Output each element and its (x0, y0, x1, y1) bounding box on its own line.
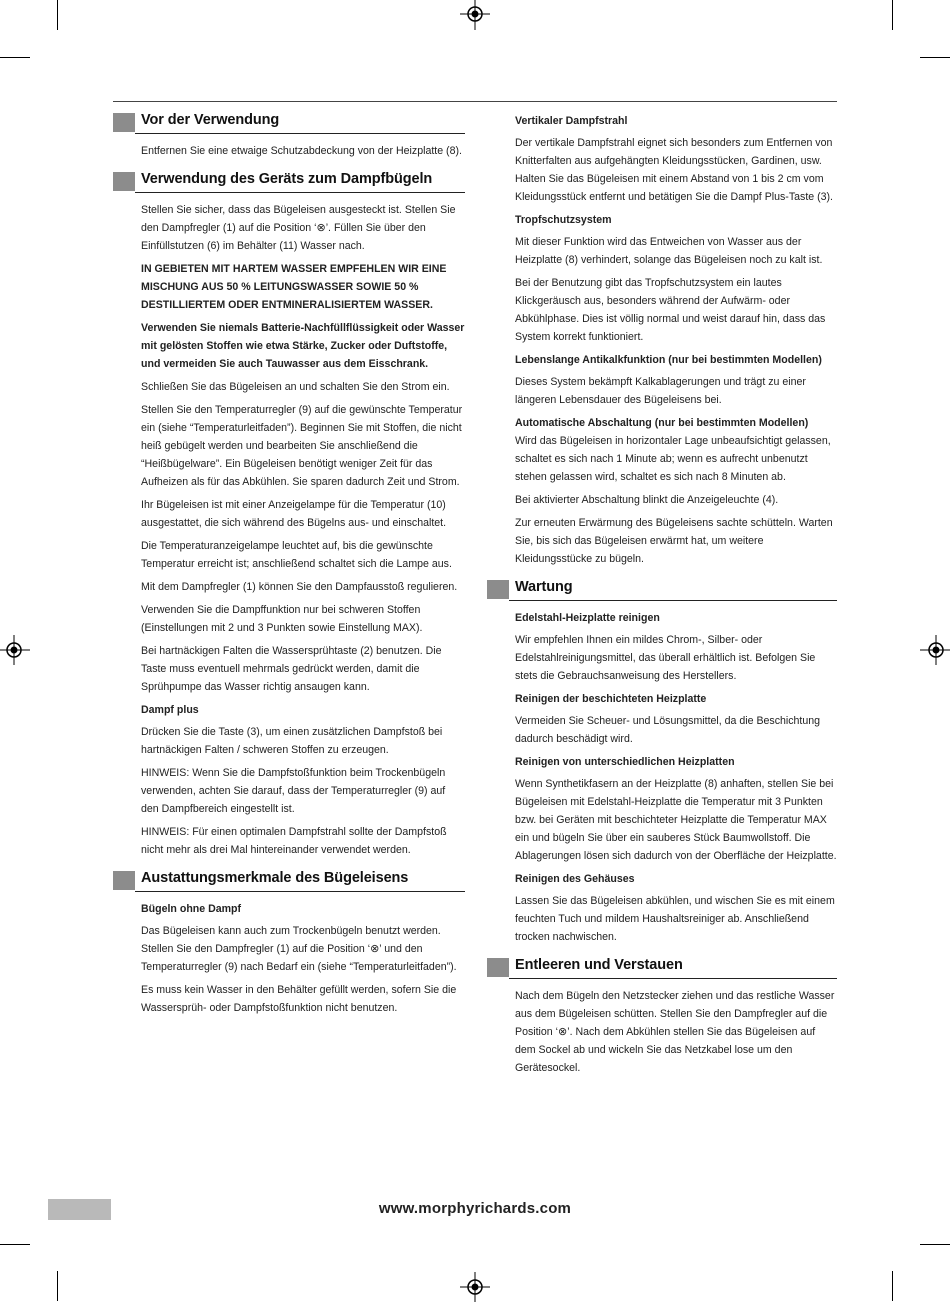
subheading: Lebenslange Antikalkfunktion (nur bei bestimmten Modellen) (515, 354, 822, 366)
paragraph: Entfernen Sie eine etwaige Schutzabdeckung von der Heizplatte (8). (141, 145, 462, 157)
paragraph-warning: IN GEBIETEN MIT HARTEM WASSER EMPFEHLEN WIR EINE MISCHUNG AUS 50 % LEITUNGSWASSER SOWIE 50 % DESTILLIERTEM ODER ENTMINERALISIERTEM WASSER. (141, 263, 447, 311)
paragraph: Zur erneuten Erwärmung des Bügeleisens sachte schütteln. Warten Sie, bis sich das Bügeleisen erwärmt hat, um weitere Kleidungsstücke zu bügeln. (515, 517, 833, 565)
paragraph: Ihr Bügeleisen ist mit einer Anzeigelampe für die Temperatur (10) ausgestattet, die sich während des Bügelns aus- und einschaltet. (141, 499, 447, 529)
registration-mark-icon (460, 0, 490, 30)
subheading: Reinigen des Gehäuses (515, 873, 635, 885)
section-title: Vor der Verwendung (141, 112, 280, 128)
subheading: Tropfschutzsystem (515, 214, 612, 226)
paragraph: Die Temperaturanzeigelampe leuchtet auf, bis die gewünschte Temperatur erreicht ist; anschließend schaltet sich die Lampe aus. (141, 540, 452, 570)
crop-mark (0, 1244, 30, 1245)
crop-mark (57, 1271, 58, 1301)
text-part: Das Bügeleisen kann auch zum Trockenbügeln benutzt werden. Stellen Sie den Dampfregler (1) auf die Position ‘ (141, 925, 441, 955)
section-title: Entleeren und Verstauen (515, 957, 683, 973)
paragraph: Verwenden Sie die Dampffunktion nur bei schweren Stoffen (Einstellungen mit 2 und 3 Punkten sowie Einstellung MAX). (141, 604, 423, 634)
paragraph (141, 922, 465, 976)
paragraph: Dieses System bekämpft Kalkablagerungen und trägt zu einer längeren Lebensdauer des Bügeleisens bei. (515, 376, 806, 406)
text-part: ’ und den Temperaturregler (9) nach Bedarf ein (siehe “Temperaturleitfaden”). (141, 943, 457, 973)
no-steam-icon: ⊗ (370, 943, 380, 955)
section-title: Verwendung des Geräts zum Dampfbügeln (141, 171, 433, 187)
registration-mark-icon (0, 635, 30, 665)
no-steam-icon: ⊗ (316, 222, 326, 234)
paragraph: Mit dem Dampfregler (1) können Sie den Dampfausstoß regulieren. (141, 581, 458, 593)
section-rule (135, 192, 465, 194)
crop-mark (892, 0, 893, 30)
registration-mark-icon (460, 1272, 490, 1302)
section-header (487, 957, 837, 979)
section-marker (113, 113, 135, 132)
section-rule (135, 133, 465, 135)
subheading: Edelstahl-Heizplatte reinigen (515, 612, 660, 624)
crop-mark (920, 57, 950, 58)
paragraph: HINWEIS: Für einen optimalen Dampfstrahl sollte der Dampfstoß nicht mehr als drei Mal hintereinander verwendet werden. (141, 826, 447, 856)
paragraph (141, 201, 465, 255)
text-part: ’. Nach dem Abkühlen stellen Sie das Bügeleisen auf dem Sockel ab und wickeln Sie das Netzkabel lose um den Gerätesockel. (515, 1026, 816, 1074)
subheading: Reinigen von unterschiedlichen Heizplatten (515, 756, 735, 768)
section-rule (135, 891, 465, 893)
paragraph: Es muss kein Wasser in den Behälter gefüllt werden, sofern Sie die Wassersprüh- oder Dampfstoßfunktion nicht benutzen. (141, 984, 457, 1014)
crop-mark (892, 1271, 893, 1301)
text-part: Nach dem Bügeln den Netzstecker ziehen und das restliche Wasser aus dem Bügeleisen schütten. Stellen Sie den Dampfregler auf die Position ‘ (515, 990, 835, 1038)
top-rule (113, 101, 837, 102)
paragraph: Wird das Bügeleisen in horizontaler Lage unbeaufsichtigt gelassen, schaltet es sich nach 1 Minute ab; wenn es aufrecht unbenutzt stehen gelassen wird, schaltet es sich nach 8 Minuten ab. (515, 435, 831, 483)
section-header (113, 171, 465, 193)
paragraph: Mit dieser Funktion wird das Entweichen von Wasser aus der Heizplatte (8) verhindert, solange das Bügeleisen noch zu kalt ist. (515, 236, 823, 266)
subheading: Dampf plus (141, 704, 199, 716)
paragraph: Wir empfehlen Ihnen ein mildes Chrom-, Silber- oder Edelstahlreinigungsmittel, das überall erhältlich ist. Befolgen Sie stets die Gebrauchsanweisung des Herstellers. (515, 634, 816, 682)
subheading: Automatische Abschaltung (nur bei bestimmten Modellen) (515, 417, 809, 429)
paragraph: Der vertikale Dampfstrahl eignet sich besonders zum Entfernen von Knitterfalten aus aufgehängten Kleidungsstücken, Gardinen, usw. Halten Sie das Bügeleisen mit einem Abstand von 1 bis 2 cm vom Kleidungsstück entfernt und betätigen Sie die Dampf Plus-Taste (3). (515, 137, 833, 203)
section-title: Wartung (515, 579, 573, 595)
paragraph (515, 987, 837, 1077)
paragraph: HINWEIS: Wenn Sie die Dampfstoßfunktion beim Trockenbügeln verwenden, achten Sie darauf, dass der Temperaturregler (9) auf den Dampfbereich eingestellt ist. (141, 767, 446, 815)
subheading: Reinigen der beschichteten Heizplatte (515, 693, 707, 705)
crop-mark (920, 1244, 950, 1245)
subheading: Vertikaler Dampfstrahl (515, 115, 628, 127)
section-title: Austattungsmerkmale des Bügeleisens (141, 870, 409, 886)
paragraph: Vermeiden Sie Scheuer- und Lösungsmittel, da die Beschichtung dadurch beschädigt wird. (515, 715, 821, 745)
paragraph-warning: Verwenden Sie niemals Batterie-Nachfüllflüssigkeit oder Wasser mit gelösten Stoffen wie etwa Stärke, Zucker oder Duftstoffe, und vermeiden Sie auch Tauwasser aus dem Eisschrank. (141, 322, 465, 370)
footer-url: www.morphyrichards.com (378, 1200, 572, 1217)
section-rule (509, 978, 837, 980)
section-header (487, 579, 837, 601)
paragraph: Wenn Synthetikfasern an der Heizplatte (8) anhaften, stellen Sie bei Bügeleisen mit Edelstahl-Heizplatte die Temperatur mit 3 Punkten bzw. bei Geräten mit beschichteter Heizplatte die Temperatur MAX ein und bügeln Sie über ein sauberes Stück Baumwollstoff. Die Ablagerungen lösen sich dadurch von der Oberfläche der Heizplatte. (515, 778, 837, 862)
no-steam-icon: ⊗ (558, 1026, 568, 1038)
subheading: Bügeln ohne Dampf (141, 903, 242, 915)
paragraph: Bei aktivierter Abschaltung blinkt die Anzeigeleuchte (4). (515, 494, 779, 506)
left-column (113, 112, 465, 1022)
text-part: ’. Füllen Sie über den Einfüllstutzen (6) im Behälter (11) Wasser nach. (141, 222, 426, 252)
section-marker (113, 172, 135, 191)
paragraph: Lassen Sie das Bügeleisen abkühlen, und wischen Sie es mit einem feuchten Tuch und mildem Haushaltsreiniger ab. Anschließend trocken nachwischen. (515, 895, 835, 943)
crop-mark (57, 0, 58, 30)
paragraph: Drücken Sie die Taste (3), um einen zusätzlichen Dampfstoß bei hartnäckigen Falten / schweren Stoffen zu erzeugen. (141, 726, 443, 756)
section-marker (487, 958, 509, 977)
section-marker (113, 871, 135, 890)
right-column (487, 112, 837, 1082)
paragraph: Bei hartnäckigen Falten die Wassersprühtaste (2) benutzen. Die Taste muss eventuell mehrmals gedrückt werden, damit die Sprühpumpe das Wasser richtig ansaugen kann. (141, 645, 442, 693)
paragraph: Schließen Sie das Bügeleisen an und schalten Sie den Strom ein. (141, 381, 450, 393)
crop-mark (0, 57, 30, 58)
text-part: Stellen Sie sicher, dass das Bügeleisen ausgesteckt ist. Stellen Sie den Dampfregler (1) auf die Position ‘ (141, 204, 456, 234)
paragraph: Stellen Sie den Temperaturregler (9) auf die gewünschte Temperatur ein (siehe “Temperaturleitfaden”). Beginnen Sie mit Stoffen, die nicht heiß gebügelt werden und bearbeiten Sie anschließend die “Heißbügelware”. Ein Bügeleisen benötigt weniger Zeit für das Aufheizen als für das Abkühlen. Sie sparen dadurch Zeit und Strom. (141, 404, 463, 488)
section-header (113, 870, 465, 892)
section-rule (509, 600, 837, 602)
paragraph: Bei der Benutzung gibt das Tropfschutzsystem ein lautes Klickgeräusch aus, besonders während der Aufwärm- oder Abkühlphase. Dies ist völlig normal und weist darauf hin, dass das System korrekt funktioniert. (515, 277, 826, 343)
registration-mark-icon (920, 635, 950, 665)
section-marker (487, 580, 509, 599)
section-header (113, 112, 465, 134)
